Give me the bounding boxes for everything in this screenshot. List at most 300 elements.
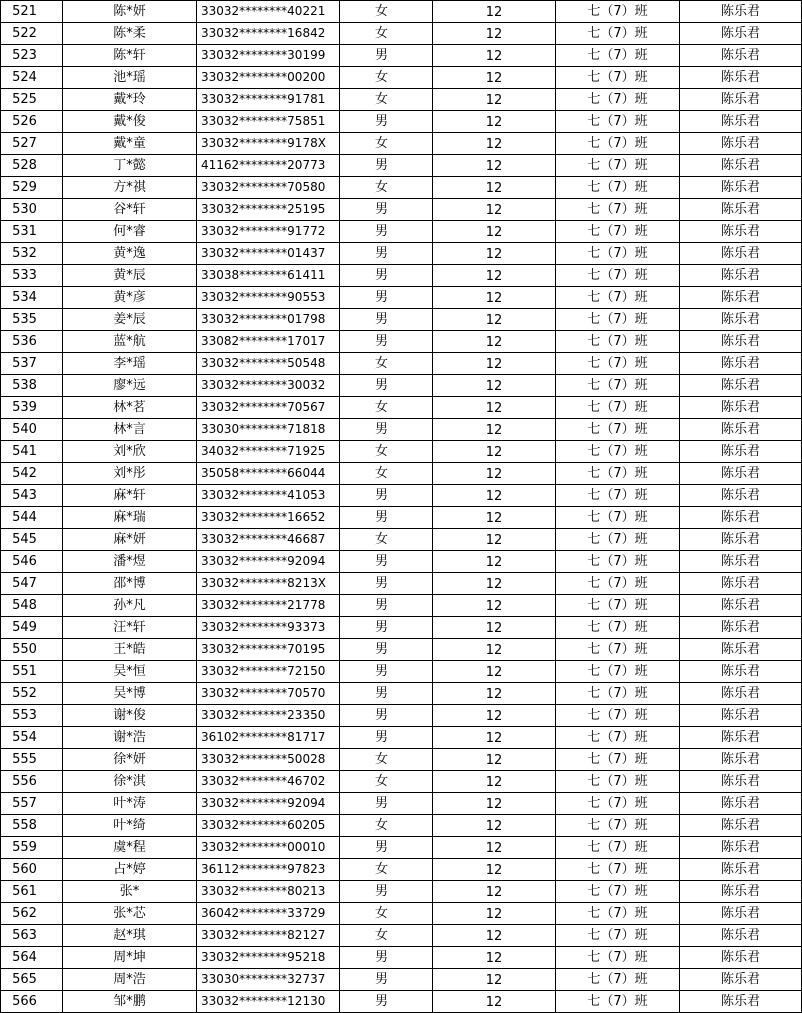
table-row (1, 529, 802, 551)
teacher-cell: 陈乐君 (680, 463, 802, 485)
class-cell: 七（7）班 (556, 111, 680, 133)
id-number-cell: 33032********91781 (197, 89, 340, 111)
student-name-cell: 谷*轩 (63, 199, 197, 221)
row-number-cell: 548 (1, 595, 63, 617)
student-name-cell: 丁*懿 (63, 155, 197, 177)
id-number-cell: 33032********00010 (197, 837, 340, 859)
id-number-cell: 33032********30199 (197, 45, 340, 67)
table-row (1, 463, 802, 485)
table-row (1, 265, 802, 287)
grade-cell: 12 (433, 749, 556, 771)
table-row (1, 507, 802, 529)
id-number-cell: 33032********46687 (197, 529, 340, 551)
grade-cell: 12 (433, 859, 556, 881)
table-row (1, 727, 802, 749)
row-number-cell: 528 (1, 155, 63, 177)
gender-cell: 女 (340, 859, 433, 881)
student-name-cell: 何*睿 (63, 221, 197, 243)
gender-cell: 女 (340, 177, 433, 199)
teacher-cell: 陈乐君 (680, 331, 802, 353)
student-name-cell: 廖*远 (63, 375, 197, 397)
table-row (1, 23, 802, 45)
table-row (1, 969, 802, 991)
row-number-cell: 522 (1, 23, 63, 45)
table-row (1, 925, 802, 947)
row-number-cell: 551 (1, 661, 63, 683)
teacher-cell: 陈乐君 (680, 859, 802, 881)
id-number-cell: 33032********21778 (197, 595, 340, 617)
teacher-cell: 陈乐君 (680, 837, 802, 859)
gender-cell: 男 (340, 991, 433, 1013)
table-row (1, 397, 802, 419)
student-name-cell: 谢*俊 (63, 705, 197, 727)
table-row (1, 155, 802, 177)
table-row (1, 67, 802, 89)
grade-cell: 12 (433, 793, 556, 815)
gender-cell: 男 (340, 639, 433, 661)
gender-cell: 女 (340, 67, 433, 89)
table-row (1, 441, 802, 463)
table-row (1, 639, 802, 661)
gender-cell: 男 (340, 881, 433, 903)
grade-cell: 12 (433, 375, 556, 397)
table-row (1, 573, 802, 595)
teacher-cell: 陈乐君 (680, 375, 802, 397)
table-row (1, 331, 802, 353)
student-name-cell: 麻*轩 (63, 485, 197, 507)
id-number-cell: 36102********81717 (197, 727, 340, 749)
grade-cell: 12 (433, 463, 556, 485)
grade-cell: 12 (433, 617, 556, 639)
table-row (1, 859, 802, 881)
class-cell: 七（7）班 (556, 331, 680, 353)
class-cell: 七（7）班 (556, 727, 680, 749)
class-cell: 七（7）班 (556, 419, 680, 441)
id-number-cell: 33032********8213X (197, 573, 340, 595)
student-name-cell: 叶*绮 (63, 815, 197, 837)
student-name-cell: 张* (63, 881, 197, 903)
row-number-cell: 537 (1, 353, 63, 375)
gender-cell: 男 (340, 595, 433, 617)
grade-cell: 12 (433, 969, 556, 991)
gender-cell: 女 (340, 815, 433, 837)
row-number-cell: 536 (1, 331, 63, 353)
grade-cell: 12 (433, 573, 556, 595)
student-name-cell: 李*瑶 (63, 353, 197, 375)
class-cell: 七（7）班 (556, 771, 680, 793)
grade-cell: 12 (433, 89, 556, 111)
gender-cell: 女 (340, 441, 433, 463)
student-name-cell: 林*茗 (63, 397, 197, 419)
teacher-cell: 陈乐君 (680, 353, 802, 375)
id-number-cell: 33082********17017 (197, 331, 340, 353)
table-row (1, 89, 802, 111)
teacher-cell: 陈乐君 (680, 749, 802, 771)
grade-cell: 12 (433, 397, 556, 419)
id-number-cell: 35058********66044 (197, 463, 340, 485)
grade-cell: 12 (433, 705, 556, 727)
grade-cell: 12 (433, 837, 556, 859)
teacher-cell: 陈乐君 (680, 771, 802, 793)
grade-cell: 12 (433, 507, 556, 529)
teacher-cell: 陈乐君 (680, 969, 802, 991)
row-number-cell: 542 (1, 463, 63, 485)
class-cell: 七（7）班 (556, 309, 680, 331)
class-cell: 七（7）班 (556, 639, 680, 661)
row-number-cell: 532 (1, 243, 63, 265)
grade-cell: 12 (433, 485, 556, 507)
row-number-cell: 557 (1, 793, 63, 815)
teacher-cell: 陈乐君 (680, 529, 802, 551)
table-row (1, 309, 802, 331)
row-number-cell: 540 (1, 419, 63, 441)
class-cell: 七（7）班 (556, 133, 680, 155)
student-name-cell: 邹*鹏 (63, 991, 197, 1013)
table-row (1, 705, 802, 727)
gender-cell: 男 (340, 947, 433, 969)
id-number-cell: 33032********93373 (197, 617, 340, 639)
grade-cell: 12 (433, 947, 556, 969)
grade-cell: 12 (433, 727, 556, 749)
teacher-cell: 陈乐君 (680, 947, 802, 969)
table-row (1, 661, 802, 683)
student-name-cell: 谢*浩 (63, 727, 197, 749)
row-number-cell: 549 (1, 617, 63, 639)
id-number-cell: 33032********9178X (197, 133, 340, 155)
student-name-cell: 刘*彤 (63, 463, 197, 485)
class-cell: 七（7）班 (556, 683, 680, 705)
table-row (1, 771, 802, 793)
grade-cell: 12 (433, 639, 556, 661)
row-number-cell: 563 (1, 925, 63, 947)
grade-cell: 12 (433, 683, 556, 705)
class-cell: 七（7）班 (556, 793, 680, 815)
grade-cell: 12 (433, 133, 556, 155)
class-cell: 七（7）班 (556, 991, 680, 1013)
class-cell: 七（7）班 (556, 529, 680, 551)
teacher-cell: 陈乐君 (680, 243, 802, 265)
student-name-cell: 张*芯 (63, 903, 197, 925)
gender-cell: 女 (340, 749, 433, 771)
class-cell: 七（7）班 (556, 705, 680, 727)
class-cell: 七（7）班 (556, 441, 680, 463)
class-cell: 七（7）班 (556, 551, 680, 573)
teacher-cell: 陈乐君 (680, 573, 802, 595)
gender-cell: 女 (340, 903, 433, 925)
gender-cell: 男 (340, 199, 433, 221)
row-number-cell: 543 (1, 485, 63, 507)
gender-cell: 女 (340, 463, 433, 485)
row-number-cell: 527 (1, 133, 63, 155)
student-name-cell: 周*浩 (63, 969, 197, 991)
class-cell: 七（7）班 (556, 617, 680, 639)
gender-cell: 男 (340, 705, 433, 727)
student-name-cell: 方*祺 (63, 177, 197, 199)
id-number-cell: 33032********01437 (197, 243, 340, 265)
class-cell: 七（7）班 (556, 463, 680, 485)
grade-cell: 12 (433, 771, 556, 793)
row-number-cell: 560 (1, 859, 63, 881)
gender-cell: 女 (340, 23, 433, 45)
row-number-cell: 525 (1, 89, 63, 111)
id-number-cell: 33032********16842 (197, 23, 340, 45)
gender-cell: 男 (340, 419, 433, 441)
teacher-cell: 陈乐君 (680, 705, 802, 727)
id-number-cell: 36042********33729 (197, 903, 340, 925)
student-name-cell: 叶*涛 (63, 793, 197, 815)
teacher-cell: 陈乐君 (680, 397, 802, 419)
id-number-cell: 33032********23350 (197, 705, 340, 727)
table-row (1, 683, 802, 705)
class-cell: 七（7）班 (556, 815, 680, 837)
grade-cell: 12 (433, 45, 556, 67)
grade-cell: 12 (433, 441, 556, 463)
table-row (1, 419, 802, 441)
id-number-cell: 33032********70570 (197, 683, 340, 705)
teacher-cell: 陈乐君 (680, 815, 802, 837)
teacher-cell: 陈乐君 (680, 155, 802, 177)
id-number-cell: 33032********92094 (197, 793, 340, 815)
teacher-cell: 陈乐君 (680, 1, 802, 23)
id-number-cell: 33032********41053 (197, 485, 340, 507)
id-number-cell: 33032********46702 (197, 771, 340, 793)
teacher-cell: 陈乐君 (680, 903, 802, 925)
class-cell: 七（7）班 (556, 67, 680, 89)
student-name-cell: 林*言 (63, 419, 197, 441)
grade-cell: 12 (433, 309, 556, 331)
gender-cell: 男 (340, 793, 433, 815)
table-row (1, 177, 802, 199)
teacher-cell: 陈乐君 (680, 177, 802, 199)
gender-cell: 男 (340, 837, 433, 859)
class-cell: 七（7）班 (556, 903, 680, 925)
row-number-cell: 538 (1, 375, 63, 397)
class-cell: 七（7）班 (556, 265, 680, 287)
gender-cell: 女 (340, 133, 433, 155)
class-cell: 七（7）班 (556, 925, 680, 947)
table-row (1, 617, 802, 639)
row-number-cell: 565 (1, 969, 63, 991)
row-number-cell: 544 (1, 507, 63, 529)
teacher-cell: 陈乐君 (680, 485, 802, 507)
class-cell: 七（7）班 (556, 375, 680, 397)
table-row (1, 485, 802, 507)
class-cell: 七（7）班 (556, 947, 680, 969)
teacher-cell: 陈乐君 (680, 507, 802, 529)
gender-cell: 男 (340, 551, 433, 573)
table-row (1, 947, 802, 969)
teacher-cell: 陈乐君 (680, 45, 802, 67)
student-name-cell: 潘*煜 (63, 551, 197, 573)
row-number-cell: 524 (1, 67, 63, 89)
id-number-cell: 33032********91772 (197, 221, 340, 243)
id-number-cell: 33032********70195 (197, 639, 340, 661)
row-number-cell: 535 (1, 309, 63, 331)
student-name-cell: 徐*淇 (63, 771, 197, 793)
table-row (1, 903, 802, 925)
table-row (1, 551, 802, 573)
id-number-cell: 33032********50548 (197, 353, 340, 375)
row-number-cell: 531 (1, 221, 63, 243)
student-name-cell: 占*婷 (63, 859, 197, 881)
teacher-cell: 陈乐君 (680, 727, 802, 749)
row-number-cell: 529 (1, 177, 63, 199)
gender-cell: 男 (340, 309, 433, 331)
id-number-cell: 33032********95218 (197, 947, 340, 969)
id-number-cell: 33032********30032 (197, 375, 340, 397)
teacher-cell: 陈乐君 (680, 793, 802, 815)
teacher-cell: 陈乐君 (680, 551, 802, 573)
row-number-cell: 559 (1, 837, 63, 859)
id-number-cell: 33032********40221 (197, 1, 340, 23)
student-name-cell: 吴*博 (63, 683, 197, 705)
id-number-cell: 33032********25195 (197, 199, 340, 221)
class-cell: 七（7）班 (556, 859, 680, 881)
teacher-cell: 陈乐君 (680, 881, 802, 903)
row-number-cell: 541 (1, 441, 63, 463)
gender-cell: 女 (340, 771, 433, 793)
row-number-cell: 550 (1, 639, 63, 661)
table-row (1, 353, 802, 375)
teacher-cell: 陈乐君 (680, 309, 802, 331)
class-cell: 七（7）班 (556, 221, 680, 243)
student-name-cell: 吴*恒 (63, 661, 197, 683)
class-cell: 七（7）班 (556, 969, 680, 991)
table-row (1, 815, 802, 837)
row-number-cell: 556 (1, 771, 63, 793)
teacher-cell: 陈乐君 (680, 617, 802, 639)
grade-cell: 12 (433, 991, 556, 1013)
student-name-cell: 汪*轩 (63, 617, 197, 639)
teacher-cell: 陈乐君 (680, 683, 802, 705)
class-cell: 七（7）班 (556, 881, 680, 903)
student-name-cell: 麻*瑞 (63, 507, 197, 529)
student-name-cell: 虞*程 (63, 837, 197, 859)
teacher-cell: 陈乐君 (680, 595, 802, 617)
row-number-cell: 554 (1, 727, 63, 749)
teacher-cell: 陈乐君 (680, 661, 802, 683)
table-row (1, 837, 802, 859)
gender-cell: 男 (340, 573, 433, 595)
student-name-cell: 徐*妍 (63, 749, 197, 771)
teacher-cell: 陈乐君 (680, 287, 802, 309)
student-name-cell: 王*皓 (63, 639, 197, 661)
grade-cell: 12 (433, 287, 556, 309)
class-cell: 七（7）班 (556, 595, 680, 617)
class-cell: 七（7）班 (556, 199, 680, 221)
gender-cell: 男 (340, 221, 433, 243)
class-cell: 七（7）班 (556, 89, 680, 111)
table-row (1, 243, 802, 265)
id-number-cell: 33032********80213 (197, 881, 340, 903)
student-name-cell: 周*坤 (63, 947, 197, 969)
id-number-cell: 34032********71925 (197, 441, 340, 463)
grade-cell: 12 (433, 243, 556, 265)
student-name-cell: 黄*彦 (63, 287, 197, 309)
teacher-cell: 陈乐君 (680, 441, 802, 463)
grade-cell: 12 (433, 529, 556, 551)
gender-cell: 男 (340, 155, 433, 177)
id-number-cell: 33032********70567 (197, 397, 340, 419)
grade-cell: 12 (433, 155, 556, 177)
gender-cell: 男 (340, 243, 433, 265)
gender-cell: 女 (340, 89, 433, 111)
grade-cell: 12 (433, 111, 556, 133)
gender-cell: 男 (340, 331, 433, 353)
gender-cell: 男 (340, 617, 433, 639)
class-cell: 七（7）班 (556, 397, 680, 419)
table-row (1, 45, 802, 67)
id-number-cell: 33032********75851 (197, 111, 340, 133)
teacher-cell: 陈乐君 (680, 111, 802, 133)
teacher-cell: 陈乐君 (680, 419, 802, 441)
id-number-cell: 33032********82127 (197, 925, 340, 947)
grade-cell: 12 (433, 353, 556, 375)
student-name-cell: 邵*博 (63, 573, 197, 595)
teacher-cell: 陈乐君 (680, 23, 802, 45)
row-number-cell: 523 (1, 45, 63, 67)
id-number-cell: 33032********90553 (197, 287, 340, 309)
row-number-cell: 552 (1, 683, 63, 705)
gender-cell: 男 (340, 661, 433, 683)
grade-cell: 12 (433, 67, 556, 89)
grade-cell: 12 (433, 1, 556, 23)
grade-cell: 12 (433, 881, 556, 903)
class-cell: 七（7）班 (556, 749, 680, 771)
class-cell: 七（7）班 (556, 177, 680, 199)
row-number-cell: 561 (1, 881, 63, 903)
class-cell: 七（7）班 (556, 353, 680, 375)
grade-cell: 12 (433, 221, 556, 243)
class-cell: 七（7）班 (556, 23, 680, 45)
class-cell: 七（7）班 (556, 507, 680, 529)
id-number-cell: 33032********70580 (197, 177, 340, 199)
teacher-cell: 陈乐君 (680, 265, 802, 287)
row-number-cell: 553 (1, 705, 63, 727)
class-cell: 七（7）班 (556, 155, 680, 177)
id-number-cell: 33038********61411 (197, 265, 340, 287)
id-number-cell: 41162********20773 (197, 155, 340, 177)
teacher-cell: 陈乐君 (680, 639, 802, 661)
student-name-cell: 赵*琪 (63, 925, 197, 947)
class-cell: 七（7）班 (556, 243, 680, 265)
class-cell: 七（7）班 (556, 661, 680, 683)
teacher-cell: 陈乐君 (680, 89, 802, 111)
table-row (1, 221, 802, 243)
teacher-cell: 陈乐君 (680, 925, 802, 947)
table-row (1, 375, 802, 397)
gender-cell: 男 (340, 727, 433, 749)
row-number-cell: 545 (1, 529, 63, 551)
row-number-cell: 547 (1, 573, 63, 595)
id-number-cell: 33032********12130 (197, 991, 340, 1013)
student-name-cell: 陈*轩 (63, 45, 197, 67)
row-number-cell: 530 (1, 199, 63, 221)
row-number-cell: 562 (1, 903, 63, 925)
student-name-cell: 麻*妍 (63, 529, 197, 551)
student-name-cell: 黄*逸 (63, 243, 197, 265)
row-number-cell: 521 (1, 1, 63, 23)
student-name-cell: 黄*辰 (63, 265, 197, 287)
table-row (1, 199, 802, 221)
id-number-cell: 33032********92094 (197, 551, 340, 573)
student-name-cell: 孙*凡 (63, 595, 197, 617)
class-cell: 七（7）班 (556, 573, 680, 595)
student-name-cell: 蓝*航 (63, 331, 197, 353)
table-row (1, 991, 802, 1013)
table-row (1, 133, 802, 155)
table-row (1, 881, 802, 903)
